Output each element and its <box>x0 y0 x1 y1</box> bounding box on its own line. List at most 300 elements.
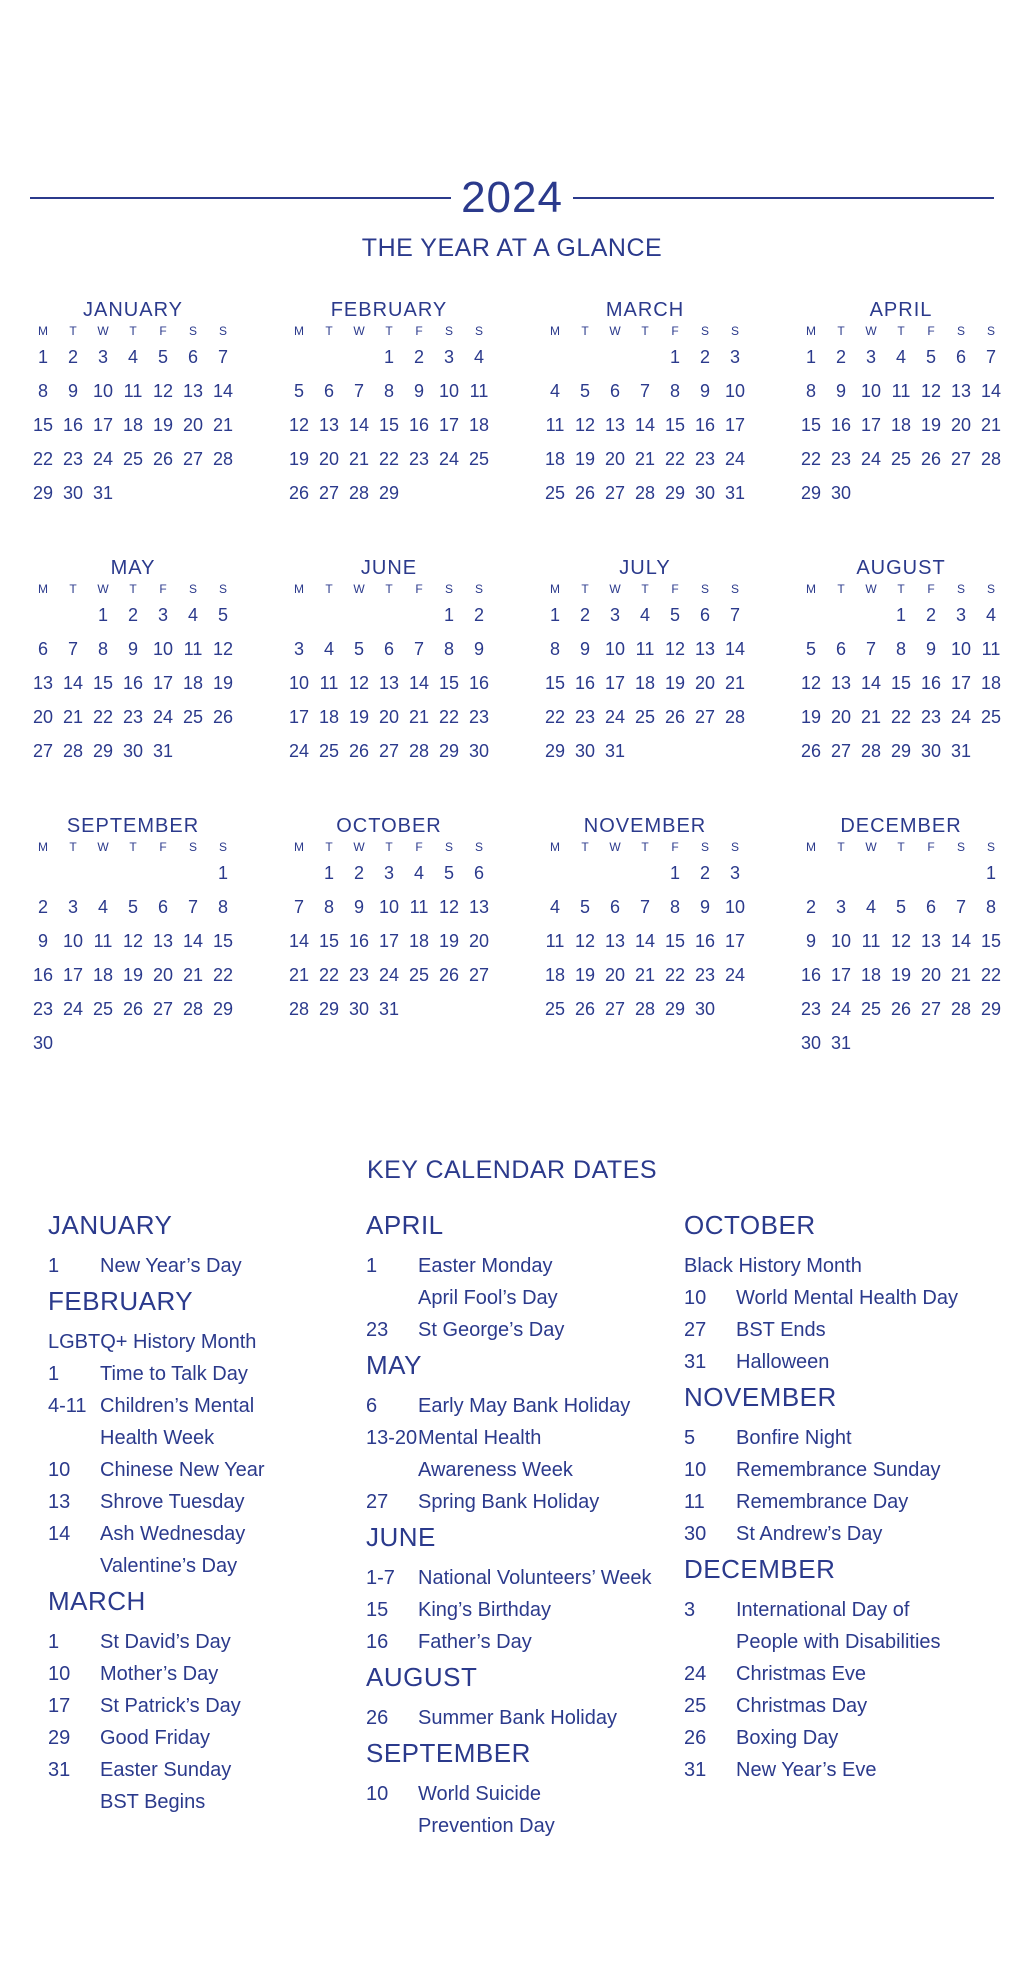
weekday-header: T <box>69 582 77 596</box>
calendar-day: 3 <box>443 347 454 367</box>
calendar-day: 3 <box>97 347 108 367</box>
weekday-header: S <box>730 840 739 854</box>
key-date-entry <box>366 1390 676 1422</box>
calendar-day: 18 <box>122 415 144 435</box>
calendar-day: 21 <box>724 673 746 693</box>
calendar-day: 11 <box>93 931 113 951</box>
calendar-day: 22 <box>438 707 460 727</box>
month-october <box>284 814 494 1026</box>
calendar-empty-cell <box>28 598 58 632</box>
calendar-empty-cell <box>600 856 630 890</box>
calendar-day: 9 <box>579 639 590 659</box>
calendar-day: 26 <box>800 741 822 761</box>
weekday-header: F <box>927 324 935 338</box>
weekday-header: S <box>218 324 227 338</box>
calendar-day: 6 <box>37 639 48 659</box>
calendar-empty-cell <box>856 1026 886 1060</box>
calendar-day: 19 <box>348 707 370 727</box>
calendar-day: 12 <box>152 381 174 401</box>
calendar-day: 23 <box>920 707 942 727</box>
calendar-day: 11 <box>861 931 881 951</box>
key-event-name: St Andrew’s Day <box>736 1523 883 1545</box>
calendar-day: 8 <box>97 639 108 659</box>
weekday-header: T <box>581 840 589 854</box>
calendar-empty-cell <box>946 1026 976 1060</box>
weekday-header: T <box>69 840 77 854</box>
weekday-header: S <box>730 324 739 338</box>
key-event-name: Health Week <box>100 1427 215 1449</box>
weekday-header: T <box>837 324 845 338</box>
calendar-empty-cell <box>630 340 660 374</box>
key-event-name: Bonfire Night <box>736 1427 852 1449</box>
key-date-number: 1 <box>48 1631 60 1653</box>
month-name: JANUARY <box>83 299 183 321</box>
calendar-day: 4 <box>97 897 108 917</box>
calendar-day: 7 <box>67 639 78 659</box>
calendar-day: 21 <box>348 449 370 469</box>
weekday-header: S <box>188 582 197 596</box>
weekday-header: S <box>474 324 483 338</box>
calendar-day: 1 <box>549 605 560 625</box>
key-date-number: 1 <box>48 1363 60 1385</box>
calendar-day: 7 <box>187 897 198 917</box>
calendar-day: 1 <box>985 863 996 883</box>
calendar-empty-cell <box>284 340 314 374</box>
calendar-day: 13 <box>950 381 972 401</box>
calendar-day: 28 <box>348 483 370 503</box>
calendar-day: 17 <box>62 965 84 985</box>
calendar-day: 16 <box>32 965 54 985</box>
calendar-day: 25 <box>318 741 340 761</box>
calendar-day: 15 <box>92 673 114 693</box>
calendar-day: 26 <box>920 449 942 469</box>
weekday-header: S <box>956 840 965 854</box>
calendar-day: 20 <box>830 707 852 727</box>
weekday-header: T <box>581 582 589 596</box>
weekday-header: T <box>129 840 137 854</box>
calendar-day: 15 <box>438 673 460 693</box>
weekday-header: M <box>294 582 304 596</box>
calendar-day: 7 <box>413 639 424 659</box>
calendar-empty-cell <box>148 1026 178 1060</box>
month-march <box>540 298 750 510</box>
calendar-day: 5 <box>805 639 816 659</box>
calendar-day: 20 <box>604 449 626 469</box>
key-date-number: 13 <box>48 1491 71 1513</box>
weekday-header: M <box>38 840 48 854</box>
calendar-day: 15 <box>664 931 686 951</box>
calendar-day: 12 <box>212 639 234 659</box>
calendar-empty-cell <box>946 476 976 510</box>
key-event-name: Children’s Mental <box>100 1395 255 1417</box>
calendar-empty-cell <box>916 476 946 510</box>
calendar-day: 8 <box>323 897 334 917</box>
calendar-day: 1 <box>97 605 108 625</box>
calendar-day: 21 <box>182 965 204 985</box>
calendar-day: 4 <box>549 897 560 917</box>
calendar-day: 19 <box>152 415 174 435</box>
month-name: NOVEMBER <box>583 815 707 837</box>
month-name: SEPTEMBER <box>66 815 200 837</box>
calendar-empty-cell <box>148 476 178 510</box>
key-date-number: 13-20 <box>366 1427 418 1449</box>
calendar-day: 20 <box>694 673 716 693</box>
calendar-day: 29 <box>438 741 460 761</box>
key-month-heading: JUNE <box>366 1522 436 1552</box>
weekday-header: T <box>837 582 845 596</box>
weekday-header: S <box>700 324 709 338</box>
key-event-name: Christmas Eve <box>736 1663 867 1685</box>
calendar-day: 23 <box>800 999 822 1019</box>
weekday-header: T <box>641 582 649 596</box>
calendar-day: 25 <box>544 483 566 503</box>
weekday-header: F <box>159 582 167 596</box>
weekday-header: T <box>641 840 649 854</box>
calendar-day: 3 <box>157 605 168 625</box>
calendar-day: 16 <box>468 673 490 693</box>
calendar-day: 23 <box>348 965 370 985</box>
calendar-day: 9 <box>413 381 424 401</box>
key-event-name: Time to Talk Day <box>100 1363 248 1385</box>
month-name: MARCH <box>605 299 685 321</box>
calendar-day: 12 <box>574 931 596 951</box>
key-date-entry <box>684 1594 994 1626</box>
calendar-day: 14 <box>348 415 370 435</box>
month-december <box>796 814 1006 1060</box>
key-event-name: Father’s Day <box>418 1631 532 1653</box>
weekday-header: S <box>474 582 483 596</box>
calendar-day: 14 <box>634 415 656 435</box>
calendar-day: 28 <box>724 707 746 727</box>
calendar-day: 10 <box>724 381 746 401</box>
calendar-day: 29 <box>318 999 340 1019</box>
calendar-day: 11 <box>545 931 565 951</box>
calendar-day: 6 <box>835 639 846 659</box>
calendar-day: 9 <box>835 381 846 401</box>
calendar-day: 25 <box>860 999 882 1019</box>
calendar-empty-cell <box>886 476 916 510</box>
calendar-day: 27 <box>318 483 340 503</box>
calendar-day: 24 <box>62 999 84 1019</box>
weekday-header: T <box>385 324 393 338</box>
calendar-day: 11 <box>319 673 339 693</box>
weekday-header: S <box>218 840 227 854</box>
calendar-day: 27 <box>830 741 852 761</box>
calendar-day: 10 <box>152 639 174 659</box>
calendar-empty-cell <box>720 992 750 1026</box>
month-name: APRIL <box>869 299 933 321</box>
calendar-empty-cell <box>118 856 148 890</box>
key-date-number: 17 <box>48 1695 71 1717</box>
key-date-entry <box>366 1314 676 1346</box>
calendar-day: 11 <box>409 897 429 917</box>
key-date-number: 25 <box>684 1695 707 1717</box>
calendar-day: 5 <box>579 897 590 917</box>
key-event-name: St David’s Day <box>100 1631 231 1653</box>
calendar-empty-cell <box>404 476 434 510</box>
key-event-name: BST Ends <box>736 1319 826 1341</box>
key-month-heading: APRIL <box>366 1210 444 1240</box>
key-event-name: International Day of <box>736 1599 910 1621</box>
calendar-day: 8 <box>37 381 48 401</box>
calendar-empty-cell <box>58 1026 88 1060</box>
weekday-header: M <box>806 840 816 854</box>
calendar-day: 13 <box>468 897 490 917</box>
key-event-name: World Suicide <box>418 1783 542 1805</box>
calendar-day: 14 <box>182 931 204 951</box>
calendar-empty-cell <box>540 340 570 374</box>
key-event-name: New Year’s Eve <box>736 1759 877 1781</box>
calendar-empty-cell <box>946 856 976 890</box>
calendar-day: 18 <box>544 449 566 469</box>
calendar-empty-cell <box>404 598 434 632</box>
calendar-day: 1 <box>383 347 394 367</box>
calendar-empty-cell <box>826 856 856 890</box>
weekday-header: F <box>159 840 167 854</box>
calendar-day: 30 <box>800 1033 822 1053</box>
calendar-day: 6 <box>609 381 620 401</box>
calendar-empty-cell <box>434 476 464 510</box>
calendar-day: 31 <box>724 483 746 503</box>
calendar-day: 1 <box>895 605 906 625</box>
calendar-day: 17 <box>288 707 310 727</box>
calendar-day: 25 <box>468 449 490 469</box>
calendar-day: 31 <box>604 741 626 761</box>
calendar-day: 3 <box>729 863 740 883</box>
key-date-number: 10 <box>684 1459 707 1481</box>
calendar-day: 4 <box>895 347 906 367</box>
calendar-day: 1 <box>217 863 228 883</box>
calendar-day: 21 <box>212 415 234 435</box>
weekday-header: W <box>609 582 621 596</box>
calendar-empty-cell <box>344 340 374 374</box>
calendar-day: 22 <box>664 965 686 985</box>
calendar-day: 21 <box>634 965 656 985</box>
calendar-day: 23 <box>408 449 430 469</box>
key-event-name: Prevention Day <box>418 1815 555 1837</box>
calendar-day: 19 <box>574 965 596 985</box>
calendar-day: 18 <box>634 673 656 693</box>
key-date-number: 26 <box>366 1707 389 1729</box>
weekday-header: T <box>897 582 905 596</box>
calendar-day: 16 <box>694 931 716 951</box>
key-date-entry <box>366 1422 676 1454</box>
key-event-name: Boxing Day <box>736 1727 839 1749</box>
calendar-empty-cell <box>720 734 750 768</box>
calendar-day: 4 <box>985 605 996 625</box>
calendar-day: 25 <box>122 449 144 469</box>
calendar-day: 15 <box>318 931 340 951</box>
calendar-day: 20 <box>378 707 400 727</box>
calendar-day: 16 <box>122 673 144 693</box>
calendar-day: 3 <box>865 347 876 367</box>
calendar-day: 18 <box>318 707 340 727</box>
calendar-day: 23 <box>62 449 84 469</box>
calendar-day: 17 <box>378 931 400 951</box>
calendar-day: 24 <box>152 707 174 727</box>
calendar-day: 28 <box>408 741 430 761</box>
weekday-header: S <box>700 840 709 854</box>
calendar-empty-cell <box>284 856 314 890</box>
calendar-day: 13 <box>604 931 626 951</box>
calendar-day: 29 <box>32 483 54 503</box>
calendar-day: 1 <box>805 347 816 367</box>
calendar-day: 12 <box>574 415 596 435</box>
weekday-header: S <box>444 324 453 338</box>
calendar-day: 21 <box>634 449 656 469</box>
calendar-day: 8 <box>895 639 906 659</box>
calendar-day: 13 <box>920 931 942 951</box>
calendar-day: 23 <box>694 965 716 985</box>
weekday-header: W <box>609 324 621 338</box>
key-dates-column <box>48 1206 358 1818</box>
calendar-day: 4 <box>323 639 334 659</box>
calendar-day: 2 <box>67 347 78 367</box>
year-calendar-grid <box>28 298 1008 1098</box>
calendar-day: 8 <box>669 381 680 401</box>
weekday-header: W <box>865 840 877 854</box>
calendar-day: 7 <box>639 381 650 401</box>
key-date-entry <box>48 1658 358 1690</box>
calendar-empty-cell <box>464 992 494 1026</box>
weekday-header: F <box>671 582 679 596</box>
calendar-day: 4 <box>639 605 650 625</box>
calendar-day: 5 <box>127 897 138 917</box>
calendar-day: 29 <box>890 741 912 761</box>
calendar-empty-cell <box>58 856 88 890</box>
calendar-day: 22 <box>212 965 234 985</box>
calendar-day: 12 <box>348 673 370 693</box>
calendar-day: 29 <box>664 483 686 503</box>
calendar-empty-cell <box>178 734 208 768</box>
calendar-day: 8 <box>383 381 394 401</box>
calendar-empty-cell <box>208 476 238 510</box>
key-date-entry <box>684 1658 994 1690</box>
weekday-header: S <box>956 324 965 338</box>
calendar-day: 8 <box>985 897 996 917</box>
calendar-day: 9 <box>699 897 710 917</box>
weekday-header: M <box>806 582 816 596</box>
month-august <box>796 556 1006 768</box>
calendar-day: 15 <box>980 931 1002 951</box>
calendar-day: 27 <box>182 449 204 469</box>
weekday-header: W <box>865 324 877 338</box>
calendar-day: 25 <box>408 965 430 985</box>
calendar-day: 19 <box>438 931 460 951</box>
calendar-day: 10 <box>604 639 626 659</box>
calendar-day: 9 <box>473 639 484 659</box>
weekday-header: T <box>325 582 333 596</box>
calendar-day: 20 <box>32 707 54 727</box>
calendar-empty-cell <box>796 856 826 890</box>
weekday-header: F <box>671 840 679 854</box>
calendar-day: 31 <box>950 741 972 761</box>
calendar-empty-cell <box>886 856 916 890</box>
calendar-day: 8 <box>805 381 816 401</box>
calendar-day: 8 <box>217 897 228 917</box>
weekday-header: F <box>159 324 167 338</box>
calendar-day: 27 <box>152 999 174 1019</box>
calendar-day: 13 <box>32 673 54 693</box>
key-date-number: 31 <box>48 1759 71 1781</box>
key-event-name: Ash Wednesday <box>100 1523 246 1545</box>
key-date-number: 27 <box>684 1319 707 1341</box>
key-dates-column <box>684 1206 994 1786</box>
key-event-name: Awareness Week <box>418 1459 573 1481</box>
calendar-day: 9 <box>37 931 48 951</box>
calendar-day: 14 <box>950 931 972 951</box>
calendar-day: 3 <box>729 347 740 367</box>
calendar-day: 24 <box>92 449 114 469</box>
key-event-name: National Volunteers’ Week <box>418 1567 652 1589</box>
weekday-header: W <box>353 840 365 854</box>
calendar-day: 13 <box>604 415 626 435</box>
calendar-day: 28 <box>288 999 310 1019</box>
key-event-name: Christmas Day <box>736 1695 868 1717</box>
calendar-empty-cell <box>570 856 600 890</box>
calendar-day: 12 <box>890 931 912 951</box>
calendar-day: 30 <box>122 741 144 761</box>
key-month-heading: JANUARY <box>48 1210 173 1240</box>
month-name: OCTOBER <box>336 815 442 837</box>
key-dates-title: KEY CALENDAR DATES <box>366 1156 658 1184</box>
calendar-empty-cell <box>284 598 314 632</box>
weekday-header: T <box>897 324 905 338</box>
calendar-empty-cell <box>630 856 660 890</box>
weekday-header: M <box>806 324 816 338</box>
calendar-day: 5 <box>217 605 228 625</box>
weekday-header: W <box>97 324 109 338</box>
calendar-empty-cell <box>690 734 720 768</box>
calendar-day: 2 <box>473 605 484 625</box>
calendar-day: 3 <box>383 863 394 883</box>
calendar-day: 13 <box>182 381 204 401</box>
calendar-day: 2 <box>37 897 48 917</box>
year-rule-left <box>30 197 451 199</box>
calendar-day: 17 <box>830 965 852 985</box>
calendar-day: 22 <box>890 707 912 727</box>
calendar-day: 26 <box>890 999 912 1019</box>
key-date-entry <box>684 1754 994 1786</box>
key-date-entry <box>366 1594 676 1626</box>
calendar-day: 16 <box>830 415 852 435</box>
calendar-day: 23 <box>830 449 852 469</box>
calendar-day: 29 <box>800 483 822 503</box>
calendar-day: 5 <box>925 347 936 367</box>
weekday-header: M <box>38 582 48 596</box>
key-month-heading: SEPTEMBER <box>366 1738 531 1768</box>
calendar-day: 1 <box>37 347 48 367</box>
calendar-empty-cell <box>434 992 464 1026</box>
calendar-day: 14 <box>634 931 656 951</box>
calendar-day: 23 <box>122 707 144 727</box>
calendar-day: 12 <box>664 639 686 659</box>
key-date-number: 23 <box>366 1319 389 1341</box>
key-date-entry <box>684 1422 994 1454</box>
calendar-day: 27 <box>468 965 490 985</box>
calendar-empty-cell <box>208 1026 238 1060</box>
calendar-day: 18 <box>890 415 912 435</box>
key-event-name: People with Disabilities <box>736 1631 941 1653</box>
calendar-day: 2 <box>805 897 816 917</box>
calendar-day: 21 <box>408 707 430 727</box>
calendar-day: 18 <box>182 673 204 693</box>
year-title: 2024 <box>461 173 563 222</box>
calendar-day: 25 <box>92 999 114 1019</box>
calendar-empty-cell <box>856 476 886 510</box>
calendar-day: 24 <box>288 741 310 761</box>
key-date-entry <box>48 1486 358 1518</box>
